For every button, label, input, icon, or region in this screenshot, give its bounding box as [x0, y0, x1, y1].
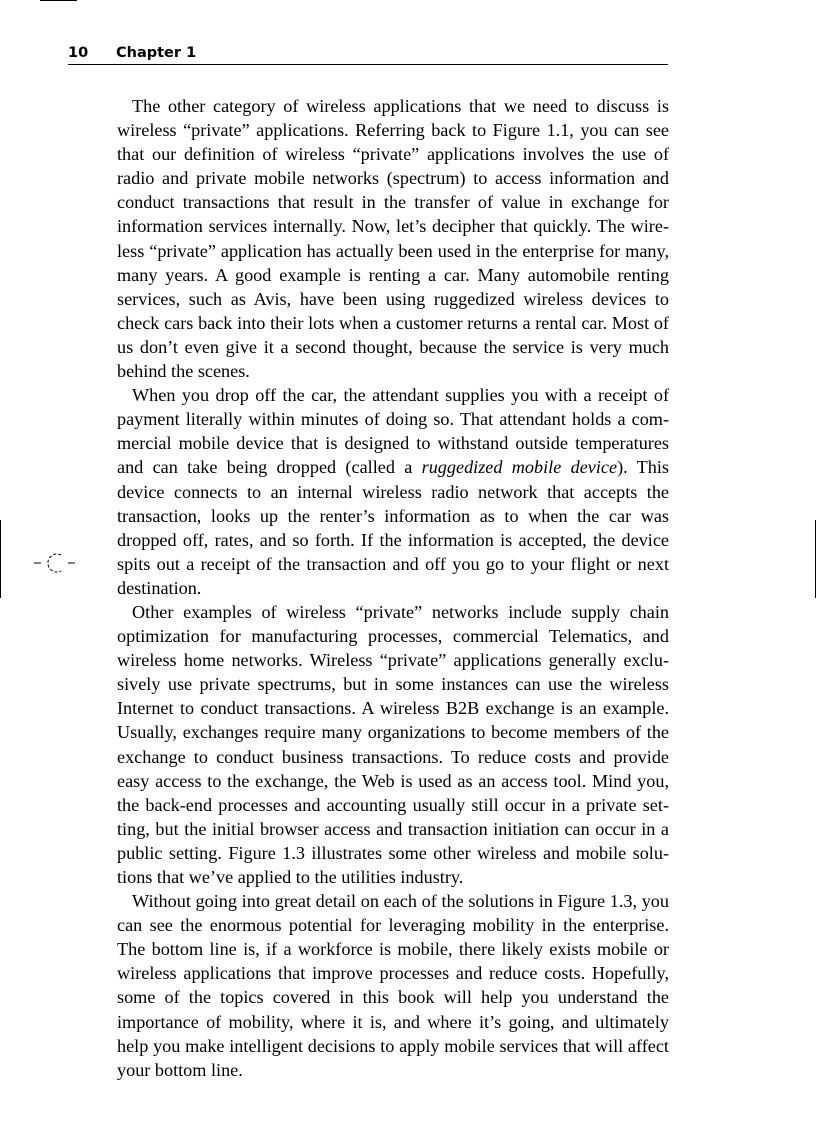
- paragraph-2-text-b: ). This device connects to an internal wireless radio network that accepts the transaction, looks up the renter’s information as to when the car was dropped off, rates, and so forth. If the information is accepted, the device spits out a receipt of the transaction and off you go to your flight or next destination.: [117, 457, 669, 598]
- registration-mark-icon: [34, 550, 80, 576]
- page-number: 10: [68, 45, 89, 61]
- paragraph-2: [117, 383, 669, 600]
- paragraph-4: Without going into great detail on each of the solutions in Figure 1.3, you can see the enormous potential for leveraging mobility in the enterprise. The bottom line is, if a workforce is mobile, there likely exists mobile or wireless applications that improve processes and reduce costs. Hopefully, some of the topics covered in this book will help you understand the importance of mobility, where it is, and where it’s going, and ultimately help you make intelligent decisions to apply mobile services that will affect your bottom line.: [117, 891, 669, 1080]
- italic-term: ruggedized mobile device: [421, 457, 618, 478]
- crop-mark-top: [40, 0, 77, 1]
- paragraph-1: The other category of wireless applications that we need to discuss is wireless “private” applications. Referring back to Figure 1.1, you can see that our definition of wireless “private” applications involves the use of radio and private mobile networks (spectrum) to access information and conduct transactions that result in the transfer of value in exchange for information services internally. Now, let’s decipher that quickly. The wireless “private” application has actually been used in the enterprise for many, many years. A good example is renting a car. Many automobile renting services, such as Avis, have been using ruggedized wireless devices to check cars back into their lots when a customer returns a rental car. Most of us don’t even give it a second thought, because the service is very much behind the scenes.: [117, 96, 669, 382]
- paragraph-3: Other examples of wireless “private” networks include supply chain optimization for manufacturing processes, commercial Telematics, and wireless home networks. Wireless “private” applications generally exclusively use private spectrums, but in some instances can use the wireless Internet to conduct transactions. A wireless B2B exchange is an example. Usually, exchanges require many organizations to become members of the exchange to conduct business transactions. To reduce costs and provide easy access to the exchange, the Web is used as an access tool. Mind you, the back-end processes and accounting usually still occur in a private setting, but the initial browser access and transaction initiation can occur in a public setting. Figure 1.3 illustrates some other wireless and mobile solutions that we’ve applied to the utilities industry.: [117, 601, 669, 887]
- crop-mark-left: [0, 520, 1, 598]
- paragraph-2-text-a: When you drop off the car, the attendant supplies you with a receipt of payment literally within minutes of doing so. That attendant holds a commercial mobile device that is designed to withstand outside temperatures and can take being dropped (called a: [117, 385, 669, 478]
- body-text: [117, 94, 669, 1082]
- running-head: [68, 44, 668, 65]
- chapter-title: Chapter 1: [116, 45, 197, 61]
